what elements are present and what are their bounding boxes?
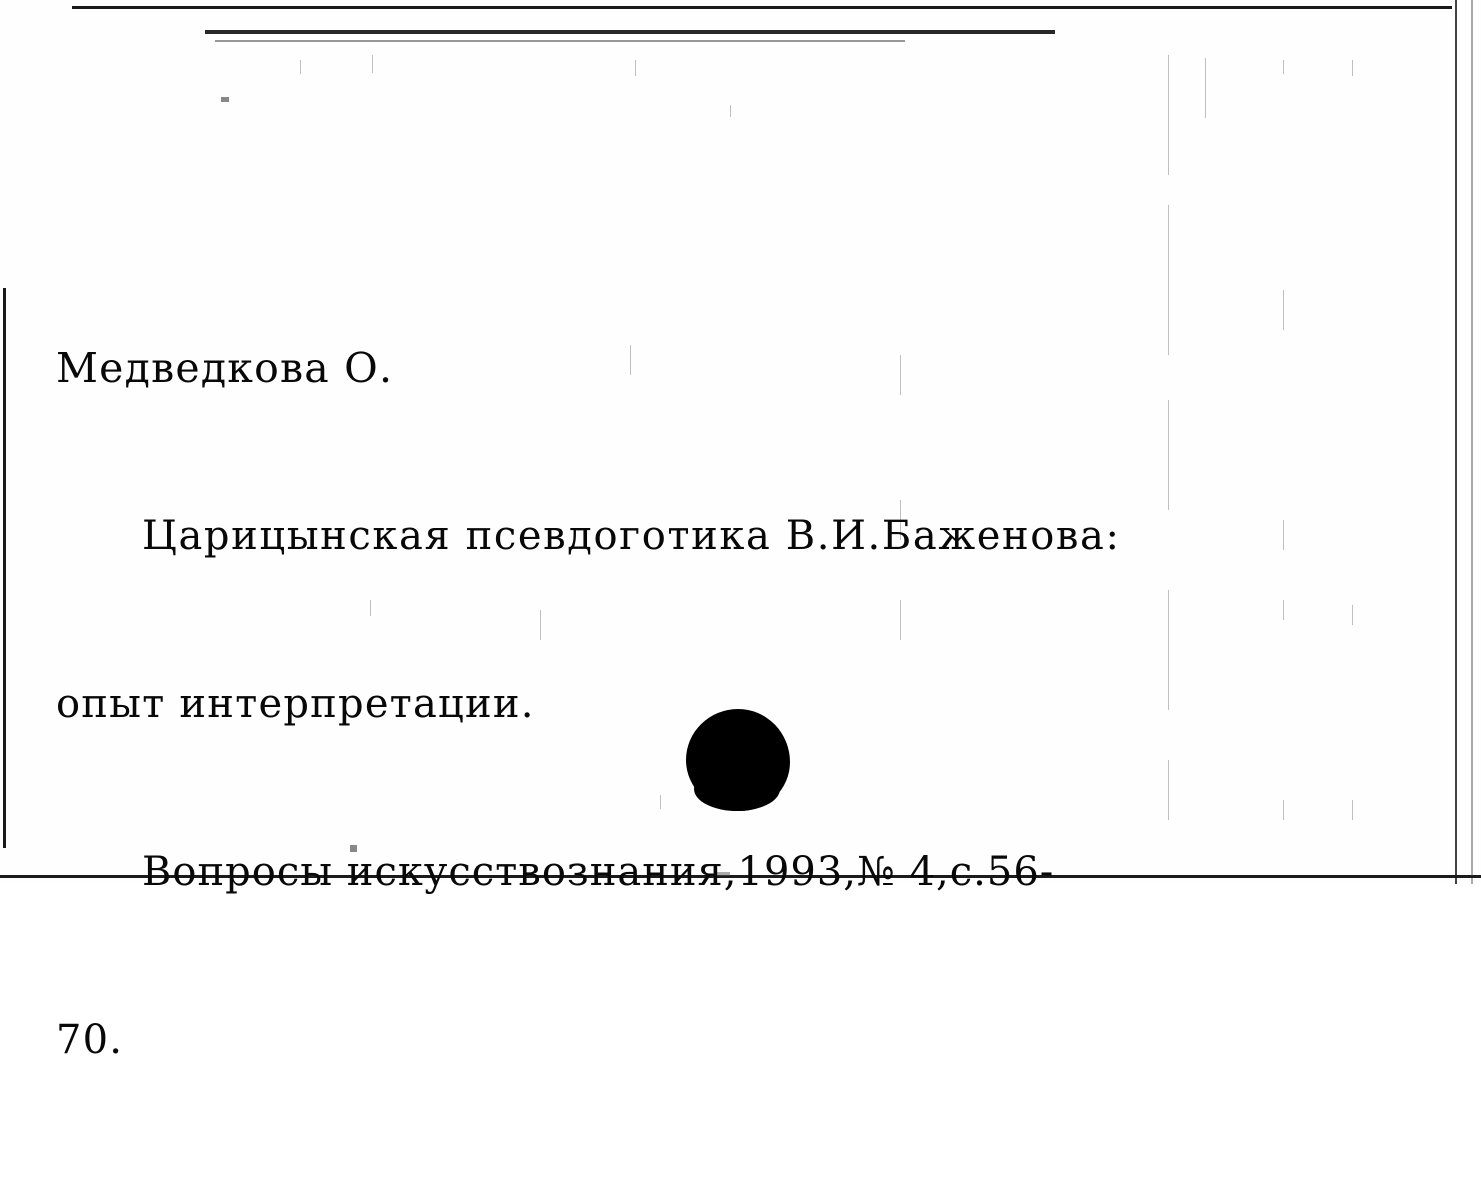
scan-edge-left: [3, 288, 6, 848]
scan-speckle: [300, 60, 301, 74]
scan-speckle: [1283, 60, 1284, 74]
scan-edge-right: [1455, 0, 1457, 884]
scan-speck-dot: [221, 97, 229, 102]
card-text-block: [56, 228, 1376, 1180]
scan-edge-right-faint: [1471, 0, 1473, 884]
source-line-1: Вопросы искусствознания,1993,№ 4,с.56-: [142, 849, 1055, 895]
scan-speckle: [1168, 55, 1169, 175]
scan-speckle: [635, 60, 636, 76]
author-line: Медведкова О.: [56, 344, 394, 392]
title-line-1: Царицынская псевдоготика В.И.Баженова:: [142, 513, 1121, 559]
title-line-2: опыт интерпретации.: [56, 681, 535, 727]
scan-edge-top-faint: [215, 40, 905, 42]
source-line-2: 70.: [56, 1017, 124, 1063]
scan-speckle: [730, 105, 731, 117]
scan-speckle: [1205, 58, 1206, 118]
punch-hole-icon: [686, 709, 790, 811]
scan-speckle: [372, 55, 373, 73]
scan-edge-top: [72, 6, 1452, 9]
scan-edge-top-secondary: [205, 30, 1055, 34]
scan-speckle: [1352, 60, 1353, 76]
